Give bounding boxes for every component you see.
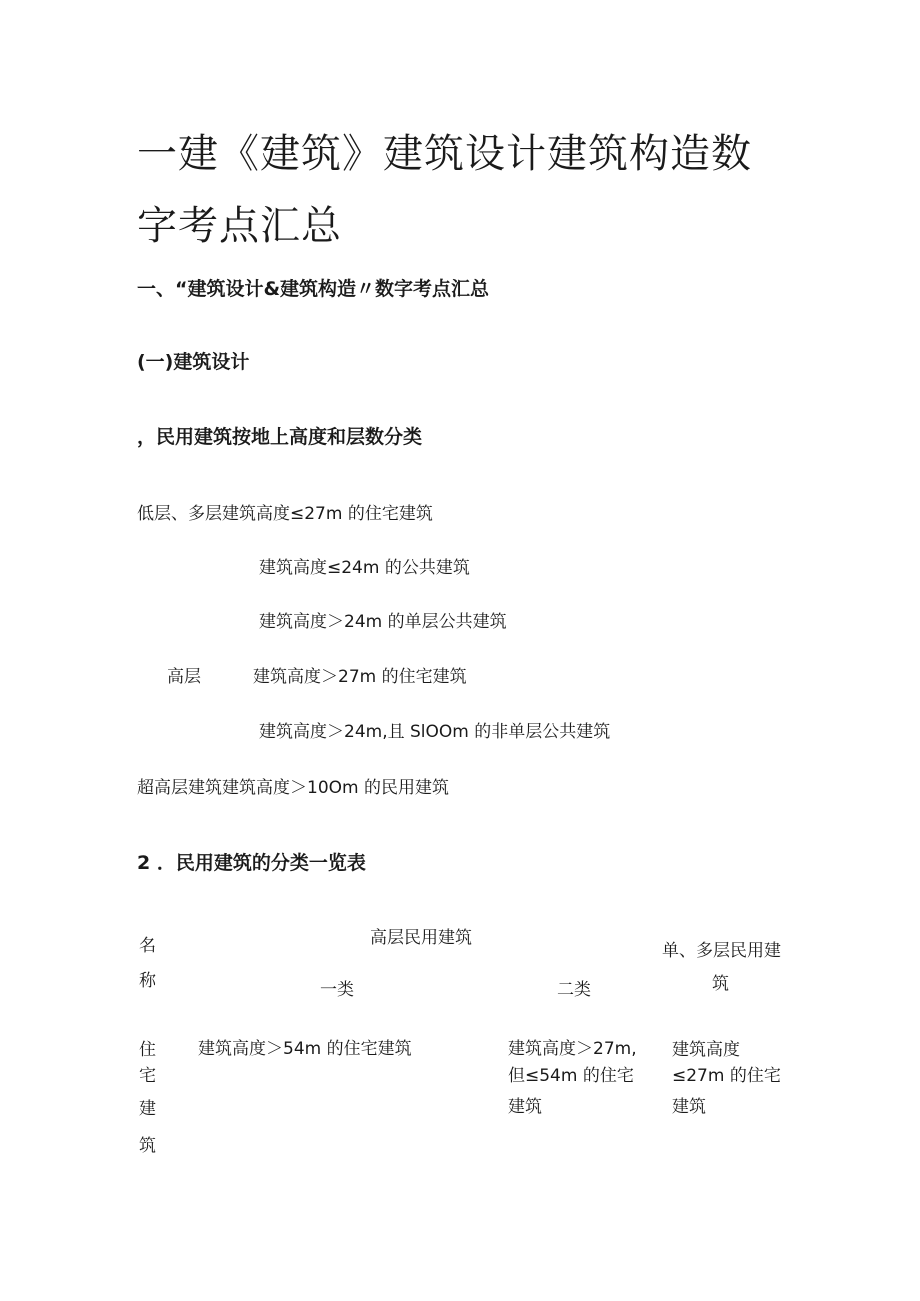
item2-heading: 2 ．民用建筑的分类一览表 [137, 852, 366, 874]
table-cell-class2: 建筑高度＞27m, [508, 1039, 637, 1059]
table-cell-class2: 建筑 [508, 1097, 542, 1117]
classification-line: 建筑高度≤24m 的公共建筑 [259, 558, 470, 578]
table-cell-low-rise: 建筑 [672, 1097, 706, 1117]
table-low-rise-header: 筑 [712, 974, 729, 994]
table-cell-class2: 但≤54m 的住宅 [508, 1066, 634, 1086]
table-row-name: 建 [139, 1099, 156, 1119]
section-heading: 一、“建筑设计&建筑构造〃数字考点汇总 [137, 278, 490, 300]
classification-line: 建筑高度＞27m 的住宅建筑 [253, 667, 467, 687]
classification-line: 低层、多层建筑高度≤27m 的住宅建筑 [137, 504, 433, 524]
classification-line: 超高层建筑建筑高度＞10Om 的民用建筑 [137, 778, 449, 798]
classification-line: 建筑高度＞24m 的单层公共建筑 [259, 612, 507, 632]
item1-heading: ，民用建筑按地上高度和层数分类 [137, 426, 423, 448]
gaoceng-label: 高层 [167, 667, 201, 687]
subsection-heading: (一)建筑设计 [137, 351, 250, 373]
classification-line: 建筑高度＞24m,且 SlOOm 的非单层公共建筑 [259, 722, 611, 742]
table-cell-low-rise: ≤27m 的住宅 [672, 1066, 781, 1086]
table-class2-header: 二类 [557, 980, 591, 1000]
table-row-name: 住 [139, 1040, 156, 1060]
document-title-line2: 字考点汇总 [137, 203, 342, 249]
table-row-name: 筑 [139, 1136, 156, 1156]
table-name-header: 称 [139, 971, 156, 991]
table-cell-low-rise: 建筑高度 [672, 1040, 740, 1060]
table-high-rise-header: 高层民用建筑 [370, 928, 472, 948]
table-class1-header: 一类 [320, 980, 354, 1000]
document-title-line1: 一建《建筑》建筑设计建筑构造数 [137, 131, 752, 177]
table-row-name: 宅 [139, 1066, 156, 1086]
table-low-rise-header: 单、多层民用建 [662, 941, 781, 961]
table-cell-class1: 建筑高度＞54m 的住宅建筑 [198, 1039, 412, 1059]
table-name-header: 名 [139, 936, 156, 956]
